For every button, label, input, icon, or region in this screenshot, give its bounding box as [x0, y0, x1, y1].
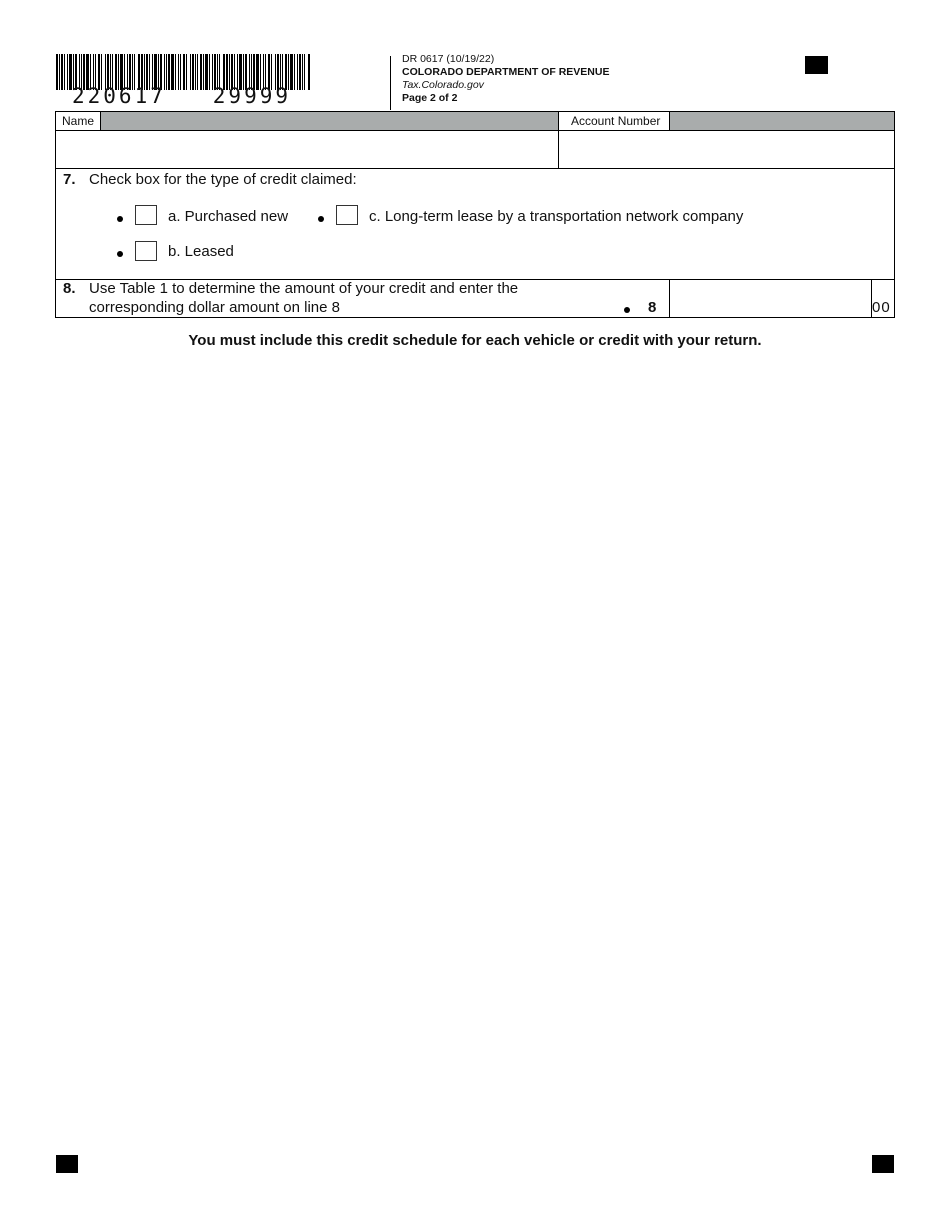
form-id: DR 0617 (10/19/22): [402, 53, 495, 65]
bullet-icon: [624, 307, 630, 313]
account-number-label: Account Number: [571, 114, 661, 128]
option-c-label: c. Long-term lease by a transportation network company: [369, 208, 744, 225]
name-header-shade: [101, 112, 558, 130]
checkbox-purchased-new[interactable]: [135, 205, 157, 225]
checkbox-leased[interactable]: [135, 241, 157, 261]
line-7-number: 7.: [63, 171, 76, 188]
option-b-label: b. Leased: [168, 243, 234, 260]
divider: [56, 168, 894, 169]
registration-mark-bottom-right: [872, 1155, 894, 1173]
cents-label: 00: [872, 299, 891, 316]
page-number: Page 2 of 2: [402, 92, 458, 104]
bullet-icon: [117, 216, 123, 222]
footer-note: You must include this credit schedule for each vehicle or credit with your return.: [188, 332, 762, 349]
account-header-shade: [670, 112, 894, 130]
line-8-number: 8.: [63, 280, 76, 297]
name-field[interactable]: [56, 131, 558, 168]
website: Tax.Colorado.gov: [402, 79, 484, 91]
line-8-reference: 8: [648, 299, 657, 316]
barcode-number: 220617 29999: [72, 84, 292, 108]
line-7-question: Check box for the type of credit claimed:: [89, 171, 357, 188]
credit-form: [55, 111, 895, 318]
department-name: COLORADO DEPARTMENT OF REVENUE: [402, 66, 610, 78]
registration-mark-top-right: [805, 56, 828, 74]
registration-mark-bottom-left: [56, 1155, 78, 1173]
line-8-text-1: Use Table 1 to determine the amount of your credit and enter the: [89, 280, 519, 297]
option-a-label: a. Purchased new: [168, 208, 289, 225]
line-8-text-2: corresponding dollar amount on line 8: [89, 299, 340, 316]
account-number-field[interactable]: [559, 131, 894, 168]
bullet-icon: [318, 216, 324, 222]
name-label: Name: [62, 114, 95, 128]
line-8-amount-field[interactable]: [670, 280, 871, 317]
checkbox-long-term-lease[interactable]: [336, 205, 358, 225]
header-divider: [390, 56, 391, 110]
bullet-icon: [117, 251, 123, 257]
